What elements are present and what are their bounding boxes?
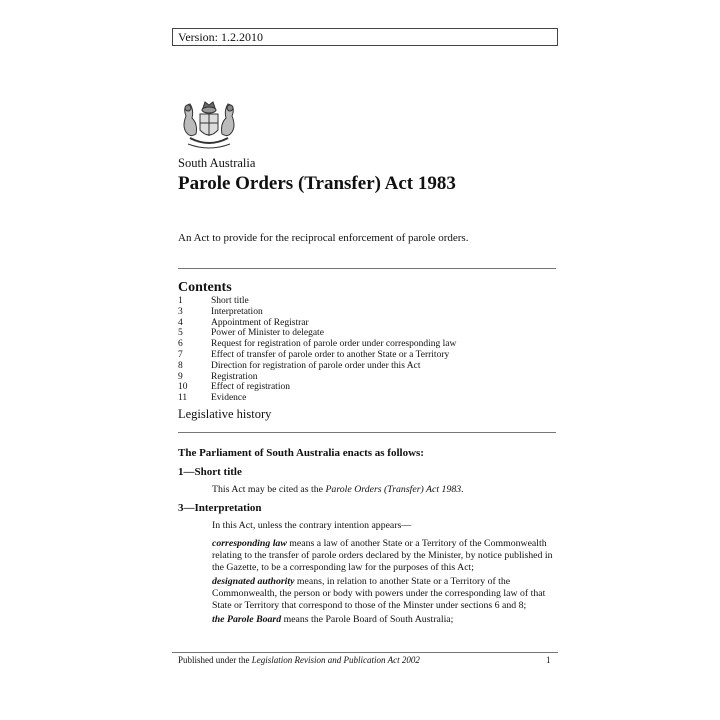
definition-text: means the Parole Board of South Australia;: [281, 614, 454, 625]
toc-item[interactable]: [178, 296, 558, 307]
footer-published-note: [178, 655, 420, 665]
section-3-heading: 3—Interpretation: [178, 502, 262, 514]
toc-item[interactable]: [178, 382, 558, 393]
contents-top-rule: [178, 268, 556, 269]
toc-item[interactable]: [178, 339, 558, 350]
toc-text: Direction for registration of parole order under this Act: [211, 360, 421, 371]
definition-corresponding-law: [212, 538, 558, 574]
toc-item[interactable]: [178, 361, 558, 372]
footer-prefix: Published under the: [178, 655, 252, 665]
jurisdiction-label: South Australia: [178, 156, 256, 170]
footer-act-name: Legislation Revision and Publication Act 2002: [251, 655, 420, 665]
toc-number: 7: [178, 349, 183, 360]
defined-term: designated authority: [212, 576, 295, 587]
toc-number: 1: [178, 296, 183, 306]
toc-text: Appointment of Registrar: [211, 317, 309, 328]
coat-of-arms-icon: [178, 98, 240, 152]
defined-term: the Parole Board: [212, 614, 282, 625]
toc-text: Short title: [211, 296, 249, 306]
toc-number: 4: [178, 317, 183, 328]
act-title: Parole Orders (Transfer) Act 1983: [178, 173, 456, 194]
toc-number: 5: [178, 328, 183, 339]
toc-item[interactable]: [178, 328, 558, 339]
toc-text: Request for registration of parole order under corresponding law: [211, 339, 457, 350]
toc-item[interactable]: [178, 318, 558, 329]
section-1-heading: 1—Short title: [178, 466, 242, 478]
defined-term: corresponding law: [212, 538, 287, 549]
toc-item[interactable]: [178, 350, 558, 361]
toc-number: 9: [178, 371, 183, 382]
definition-parole-board: [212, 614, 558, 626]
toc-item[interactable]: [178, 372, 558, 383]
toc-item[interactable]: [178, 307, 558, 318]
long-title: An Act to provide for the reciprocal enforcement of parole orders.: [178, 232, 469, 244]
contents-bottom-rule: [178, 432, 556, 433]
legislative-history-link[interactable]: Legislative history: [178, 407, 272, 421]
footer-rule: [172, 652, 558, 653]
page-number: 1: [546, 655, 551, 665]
toc-text: Interpretation: [211, 306, 263, 317]
enacting-formula: The Parliament of South Australia enacts as follows:: [178, 447, 424, 459]
toc-number: 8: [178, 360, 183, 371]
act-citation: Parole Orders (Transfer) Act 1983: [325, 484, 462, 495]
toc-text: Effect of registration: [211, 382, 290, 393]
definition-text: means, in relation to another State or a Territory of the Commonwealth, the person or body with powers under the corresponding law of that State or Territory that correspond to those of the Minster under sections 6 and 8;: [212, 576, 546, 611]
section-3-intro: In this Act, unless the contrary intention appears—: [212, 520, 412, 531]
toc-number: 6: [178, 339, 183, 350]
version-label: Version: 1.2.2010: [178, 30, 263, 44]
toc-item[interactable]: [178, 393, 558, 404]
toc-number: 10: [178, 382, 188, 393]
toc-text: Effect of transfer of parole order to another State or a Territory: [211, 349, 450, 360]
contents-heading: Contents: [178, 280, 232, 295]
toc-text: Evidence: [211, 393, 247, 404]
version-box: [172, 28, 558, 46]
toc-number: 11: [178, 393, 188, 404]
toc-text: Registration: [211, 371, 258, 382]
section-1-text: [212, 484, 558, 496]
section-1-text-plain: This Act may be cited as the: [212, 484, 326, 495]
toc-text: Power of Minister to delegate: [211, 328, 324, 339]
toc-number: 3: [178, 306, 183, 317]
definition-text: means a law of another State or a Territory of the Commonwealth relating to the transfer of parole orders declared by the Minister, by notice published in the Gazette, to be a corresponding law for the purposes of this Act;: [212, 538, 553, 573]
definition-designated-authority: [212, 576, 558, 612]
table-of-contents: [178, 296, 558, 404]
section-1-text-end: .: [461, 484, 464, 495]
